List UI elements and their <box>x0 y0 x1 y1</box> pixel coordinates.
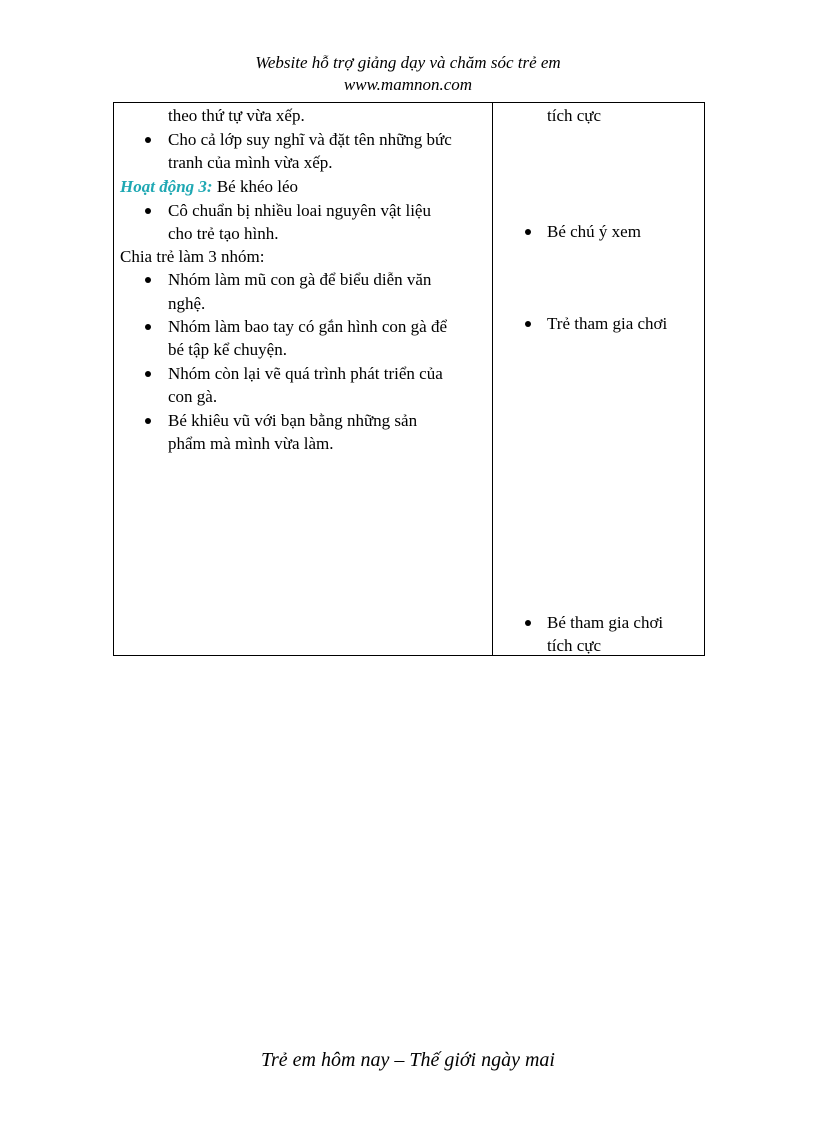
list-item: Nhóm làm mũ con gà để biểu diễn văn <box>168 270 432 289</box>
bullet-icon <box>145 418 151 424</box>
list-item: Trẻ tham gia chơi <box>547 314 668 333</box>
list-item-cont: nghệ. <box>168 294 206 313</box>
lesson-table <box>113 102 705 656</box>
activity-name: Bé khéo léo <box>212 177 299 196</box>
header-url: www.mamnon.com <box>343 75 473 94</box>
continued-line: theo thứ tự vừa xếp. <box>168 106 305 125</box>
list-item-cont: tranh của mình vừa xếp. <box>168 153 333 172</box>
bullet-icon <box>525 620 531 626</box>
bullet-icon <box>525 321 531 327</box>
list-item: Bé tham gia chơi <box>547 613 664 632</box>
list-item-cont: con gà. <box>168 387 218 406</box>
list-item-cont: bé tập kể chuyện. <box>168 340 287 359</box>
list-item: Nhóm còn lại vẽ quá trình phát triển của <box>168 364 443 383</box>
groups-intro: Chia trẻ làm 3 nhóm: <box>120 247 265 266</box>
activity-label: Hoạt động 3: <box>120 177 213 196</box>
bullet-icon <box>145 137 151 143</box>
bullet-icon <box>145 371 151 377</box>
bullet-icon <box>145 277 151 283</box>
bullet-icon <box>145 208 151 214</box>
page-footer: Trẻ em hôm nay – Thế giới ngày mai <box>261 1049 555 1071</box>
activities-column <box>114 103 493 655</box>
activity-heading <box>120 175 298 198</box>
page-header <box>0 52 816 96</box>
list-item-cont: tích cực <box>547 636 602 655</box>
continued-line: tích cực <box>547 106 602 125</box>
bullet-icon <box>145 324 151 330</box>
bullet-icon <box>525 229 531 235</box>
header-title: Website hỗ trợ giảng dạy và chăm sóc trẻ em <box>255 53 561 72</box>
list-item: Bé khiêu vũ với bạn bằng những sản <box>168 411 418 430</box>
list-item-cont: phẩm mà mình vừa làm. <box>168 434 334 453</box>
list-item: Cô chuẩn bị nhiều loai nguyên vật liệu <box>168 201 431 220</box>
list-item: Nhóm làm bao tay có gắn hình con gà để <box>168 317 448 336</box>
list-item: Bé chú ý xem <box>547 222 641 241</box>
outcomes-column <box>493 103 704 655</box>
list-item: Cho cả lớp suy nghĩ và đặt tên những bức <box>168 130 452 149</box>
list-item-cont: cho trẻ tạo hình. <box>168 224 279 243</box>
